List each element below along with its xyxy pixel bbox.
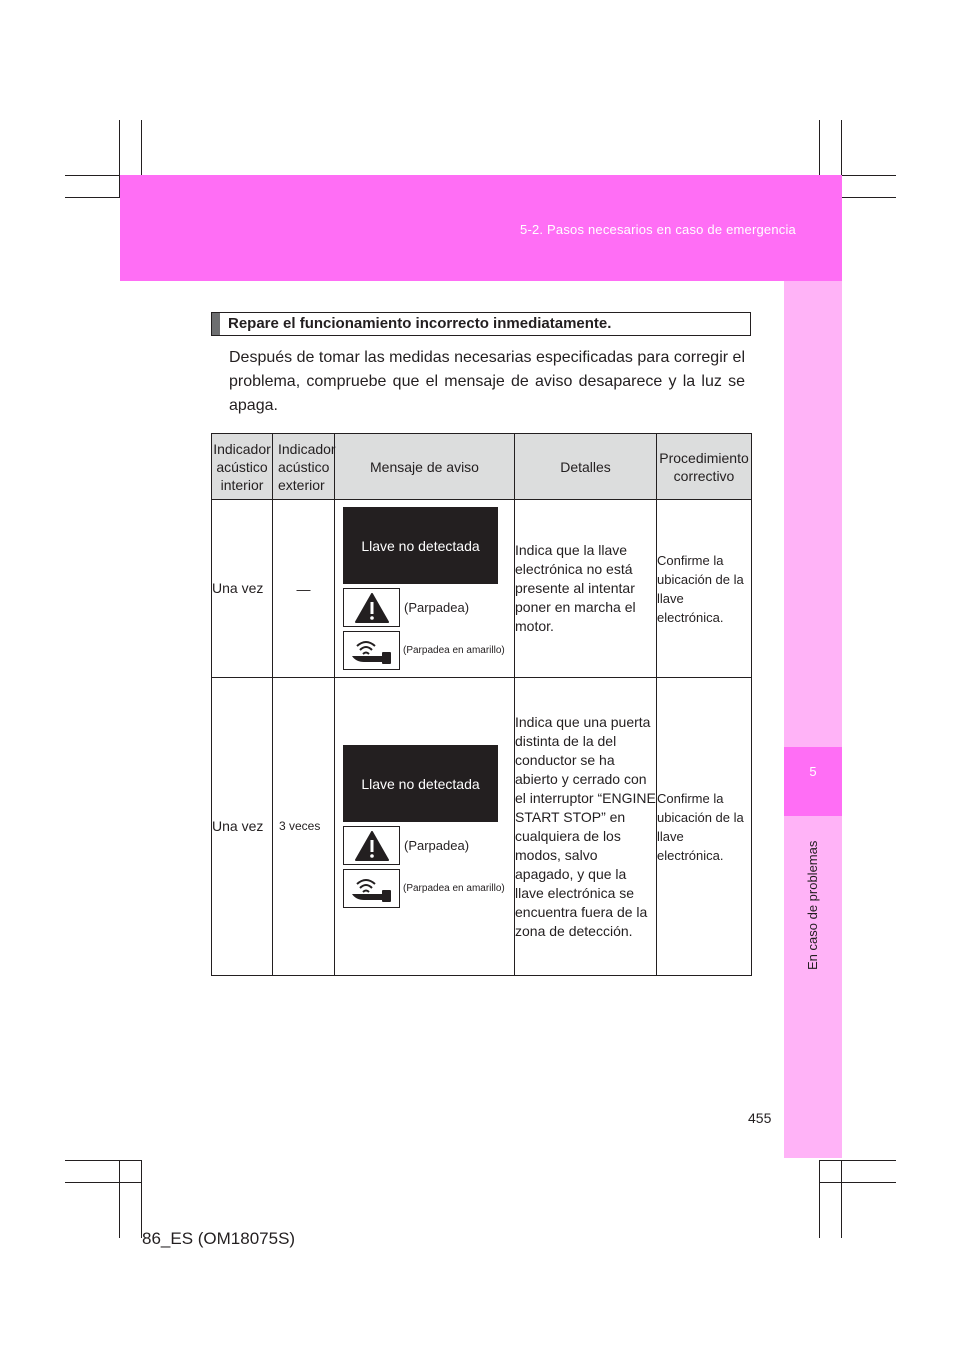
- row-warning-message: [335, 678, 515, 976]
- crop-mark: [119, 1160, 120, 1238]
- crop-mark: [65, 1160, 142, 1161]
- page-number: 455: [748, 1110, 772, 1126]
- side-tab-label: En caso de problemas: [805, 840, 820, 970]
- warning-caption: (Parpadea): [404, 838, 470, 853]
- header-warning-message: Mensaje de aviso: [335, 434, 515, 500]
- key-caption: (Parpadea en amarillo): [403, 645, 505, 656]
- warning-table: [211, 433, 752, 976]
- key-signal-icon: [343, 631, 400, 670]
- row-procedure: Confirme la ubicación de la llave electrónica.: [657, 500, 752, 678]
- table-header-row: [212, 434, 752, 500]
- table-row: [212, 678, 752, 976]
- section-heading-text: Repare el funcionamiento incorrecto inmediatamente.: [228, 315, 612, 332]
- row-exterior-buzzer: 3 veces: [273, 678, 335, 976]
- header-interior-buzzer: Indicador acústico interior: [212, 434, 273, 500]
- row-exterior-buzzer: —: [273, 500, 335, 678]
- section-heading-bar: [212, 313, 220, 335]
- key-signal-icon: [343, 869, 400, 908]
- row-procedure: Confirme la ubicación de la llave electrónica.: [657, 678, 752, 976]
- row-interior-buzzer: Una vez: [212, 500, 273, 678]
- crop-mark: [819, 1182, 896, 1183]
- table-row: [212, 500, 752, 678]
- screen-text: Llave no detectada: [361, 775, 480, 792]
- crop-mark: [841, 1160, 842, 1238]
- section-heading: [211, 312, 751, 336]
- crop-mark: [819, 1160, 820, 1238]
- row-interior-buzzer: Una vez: [212, 678, 273, 976]
- display-screen: [343, 745, 498, 822]
- document-code: 86_ES (OM18075S): [142, 1229, 296, 1248]
- row-details: Indica que una puerta distinta de la del conductor se ha abierto y cerrado con el interruptor “ENGINE START STOP” en cualquiera de los modos, salvo apagado, y que la llave electrónica se encuentra fuera de la zona de detección.: [515, 678, 657, 976]
- intro-paragraph: Después de tomar las medidas necesarias especificadas para corregir el problema, compruebe que el mensaje de aviso desaparece y la luz se apaga.: [229, 349, 745, 414]
- side-tab-number: 5: [784, 747, 842, 816]
- side-tab: [784, 281, 842, 1158]
- warning-triangle-icon: [343, 826, 400, 865]
- key-caption: (Parpadea en amarillo): [403, 883, 505, 894]
- row-warning-message: [335, 500, 515, 678]
- warning-triangle-icon: [343, 588, 400, 627]
- display-screen: [343, 507, 498, 584]
- warning-caption: (Parpadea): [404, 600, 470, 615]
- crop-mark: [65, 1182, 142, 1183]
- row-details: Indica que la llave electrónica no está presente al intentar poner en marcha el motor.: [515, 500, 657, 678]
- crop-mark: [141, 1160, 142, 1238]
- header-details: Detalles: [515, 434, 657, 500]
- header-section-title: 5-2. Pasos necesarios en caso de emergencia: [520, 222, 796, 237]
- header-exterior-buzzer: Indicador acústico exterior: [273, 434, 335, 500]
- crop-mark: [819, 1160, 896, 1161]
- page-header: [120, 175, 842, 281]
- header-procedure: Procedimiento correctivo: [657, 434, 752, 500]
- screen-text: Llave no detectada: [361, 537, 480, 554]
